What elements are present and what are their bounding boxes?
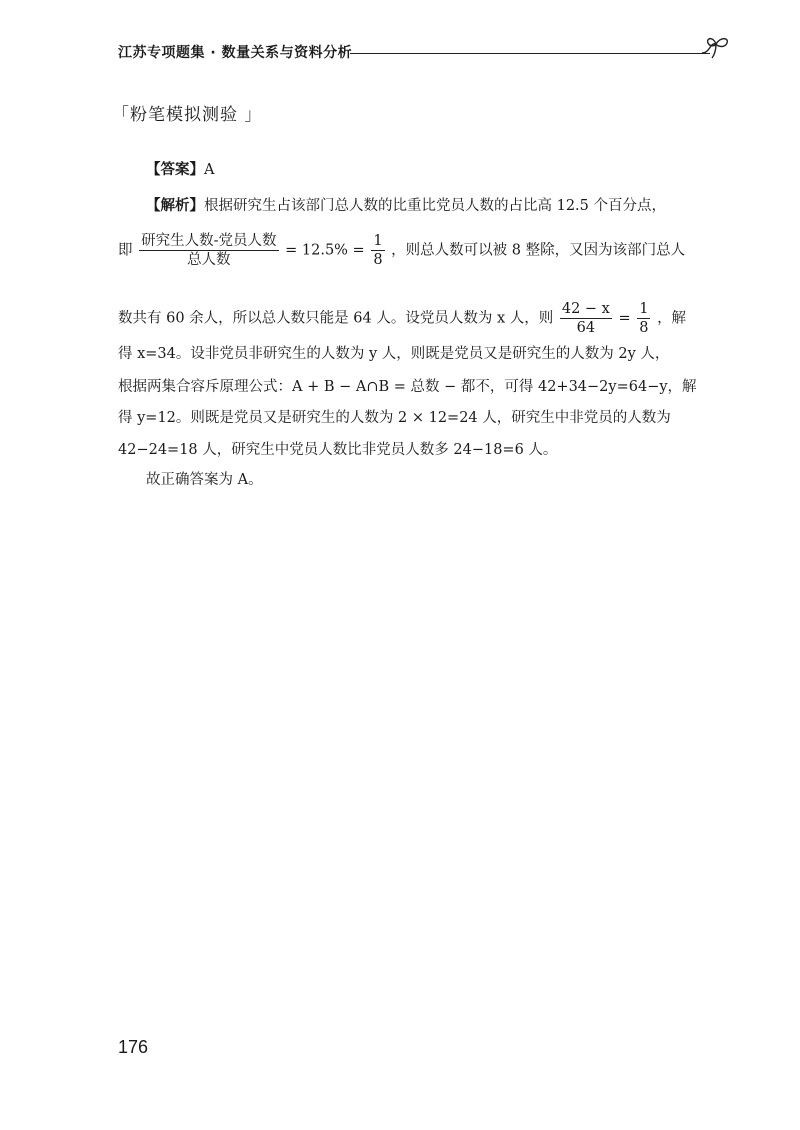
analysis-line-3 (118, 300, 686, 337)
analysis-line-1 (146, 196, 666, 216)
fraction-4-denominator: 8 (639, 320, 649, 336)
line3-equals: = (618, 310, 631, 327)
line2-prefix: 即 (118, 242, 133, 259)
fraction-1 (139, 232, 278, 269)
analysis-line-4: 得 x=34。设非党员非研究生的人数为 y 人，则既是党员又是研究生的人数为 2y 人， (118, 346, 670, 362)
sprout-icon (696, 34, 736, 62)
fraction-1-denominator: 总人数 (187, 252, 231, 268)
analysis-line-2 (118, 232, 685, 269)
page-number: 176 (118, 1037, 149, 1057)
answer-label: 【答案】 (146, 162, 204, 178)
page-header (118, 38, 728, 68)
answer-value: A (204, 162, 215, 178)
fraction-3-denominator: 64 (576, 320, 596, 336)
line2-equation: = 12.5% = (285, 242, 365, 259)
fraction-1-numerator: 研究生人数-党员人数 (141, 233, 277, 249)
analysis-label: 【解析】 (146, 198, 204, 214)
analysis-line-7: 42−24=18 人，研究生中党员人数比非党员人数多 24−18=6 人。 (118, 442, 558, 458)
fraction-2-denominator: 8 (373, 252, 383, 268)
answer-line (146, 160, 214, 180)
fraction-4-numerator: 1 (639, 301, 649, 317)
analysis-line-5: 根据两集合容斥原理公式：A + B − A∩B = 总数 − 都不，可得 42+34−2y=64−y，解 (118, 379, 697, 395)
fraction-2 (371, 232, 384, 269)
line2-suffix: ，则总人数可以被 8 整除，又因为该部门总人 (391, 242, 686, 259)
fraction-4 (637, 300, 650, 337)
line3-prefix: 数共有 60 余人，所以总人数只能是 64 人。设党员人数为 x 人，则 (118, 310, 554, 327)
book-title: 江苏专项题集 · 数量关系与资料分析 (118, 45, 353, 61)
header-rule (350, 53, 710, 54)
section-title: 「粉笔模拟测验 」 (112, 105, 263, 125)
analysis-line-6: 得 y=12。则既是党员又是研究生的人数为 2 × 12=24 人，研究生中非党员的人数为 (118, 410, 671, 426)
line3-suffix: ，解 (657, 310, 687, 327)
fraction-3-numerator: 42 − x (561, 301, 610, 317)
analysis-conclusion: 故正确答案为 A。 (146, 472, 263, 488)
analysis-text-1: 根据研究生占该部门总人数的比重比党员人数的占比高 12.5 个百分点， (204, 198, 667, 214)
fraction-3 (560, 300, 612, 337)
fraction-2-numerator: 1 (373, 233, 383, 249)
